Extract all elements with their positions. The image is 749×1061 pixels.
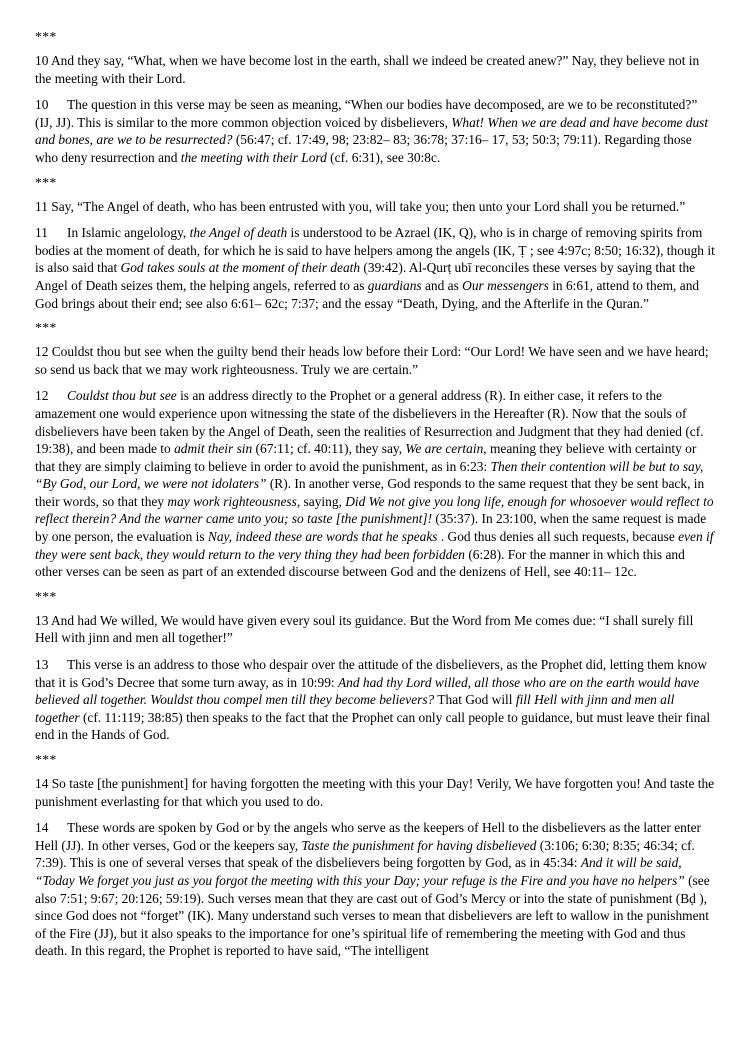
- verse-block: [35, 30, 715, 167]
- verse-block: [35, 753, 715, 960]
- verse-block: [35, 590, 715, 744]
- commentary-paragraph: [35, 387, 715, 581]
- commentary-paragraph: [35, 96, 715, 166]
- commentary-body: These words are spoken by God or by the angels who serve as the keepers of Hell to the disbelievers as the latter enter Hell (JJ). In other verses, God or the keepers say, Taste the punishment for having disbelieved (3:106; 6:30; 8:35; 46:34; cf. 7:39). This is one of several verses that speak of the disbelievers being forgotten by God, as in 45:34: And it will be said, “Today We forget you just as you forgot the meeting with this your Day; your refuge is the Fire and you have no helpers” (see also 7:51; 9:67; 20:126; 59:19). Such verses mean that they are cast out of God’s Mercy or into the state of punishment (Bḍ ), since God does not “forget” (IK). Many understand such verses to mean that disbelievers are left to wallow in the punishment of the Fire (JJ), but it also speaks to the importance for one’s spiritual life of remembering the meeting with God and thus death. In this regard, the Prophet is reported to have said, “The intelligent: [35, 820, 710, 959]
- verse-text: 12 Couldst thou but see when the guilty bend their heads low before their Lord: “Our Lord! We have seen and we have heard; so send us back that we may work righteousness. Truly we are certain.”: [35, 344, 709, 377]
- section-separator: ***: [35, 588, 57, 604]
- commentary-number: 13: [35, 657, 49, 673]
- verse-block: [35, 321, 715, 581]
- commentary-body: In Islamic angelology, the Angel of death is understood to be Azrael (IK, Q), who is in charge of removing spirits from bodies at the moment of death, for which he is said to have helpers among the angels (IK, Ṭ ; see 4:97c; 8:50; 16:32), though it is also said that God takes souls at the moment of their death (39:42). Al-Qurṭ ubī reconciles these verses by saying that the Angel of Death seizes them, the helping angels, referred to as guardians and as Our messengers in 6:61, attend to them, and God brings about their end; see also 6:61– 62c; 7:37; and the essay “Death, Dying, and the Afterlife in the Quran.”: [35, 225, 715, 311]
- page-content: [35, 30, 715, 969]
- section-separator: ***: [35, 174, 57, 190]
- verse-block: [35, 176, 715, 313]
- commentary-body: Couldst thou but see is an address directly to the Prophet or a general address (R). In either case, it refers to the amazement one would experience upon witnessing the state of the disbelievers in the Hereafter (R). Now that the souls of disbelievers have been taken by the Angel of Death, seen the realities of Resurrection and Judgment that they had denied (cf. 19:38), and been made to admit their sin (67:11; cf. 40:11), they say, We are certain, meaning they believe with certainty or that they are simply claiming to believe in order to avoid the punishment, as in 6:23: Then their contention will be but to say, “By God, our Lord, we were not idolaters” (R). In another verse, God responds to the same request that they be sent back, in their words, so that they may work righteousness, saying, Did We not give you long life, enough for whosoever would reflect to reflect therein? And the warner came unto you; so taste [the punishment]! (35:37). In 23:100, when the same request is made by one person, the evaluation is Nay, indeed these are words that he speaks . God thus denies all such requests, because even if they were sent back, they would return to the very thing they had been forbidden (6:28). For the manner in which this and other verses can be seen as part of an extended discourse between God and the denizens of Hell, see 40:11– 12c.: [35, 388, 714, 580]
- section-separator: ***: [35, 29, 57, 44]
- commentary-number: 12: [35, 388, 49, 404]
- verse-text: 11 Say, “The Angel of death, who has been entrusted with you, will take you; then unto your Lord shall you be returned.”: [35, 198, 686, 214]
- commentary-paragraph: [35, 656, 715, 744]
- section-separator: ***: [35, 320, 57, 336]
- commentary-body: This verse is an address to those who despair over the attitude of the disbelievers, as the Prophet did, letting them know that it is God’s Decree that some turn away, as in 10:99: And had thy Lord willed, all those who are on the earth would have believed all together. Wouldst thou compel men till they become believers? That God will fill Hell with jinn and men all together (cf. 11:119; 38:85) then speaks to the fact that the Prophet can only call people to guidance, but must leave their final end in the Hands of God.: [35, 657, 711, 743]
- commentary-paragraph: [35, 819, 715, 960]
- verse-text: 13 And had We willed, We would have given every soul its guidance. But the Word from Me comes due: “I shall surely fill Hell with jinn and men all together!”: [35, 612, 694, 646]
- commentary-body: The question in this verse may be seen as meaning, “When our bodies have decomposed, are we to be reconstituted?” (IJ, JJ). This is similar to the more common objection voiced by disbelievers, What! When we are dead and have become dust and bones, are we to be resurrected? (56:47; cf. 17:49, 98; 23:82– 83; 36:78; 37:16– 17, 53; 50:3; 79:11). Regarding those who deny resurrection and the meeting with their Lord (cf. 6:31), see 30:8c.: [35, 97, 709, 165]
- commentary-number: 14: [35, 820, 49, 836]
- section-separator: ***: [35, 752, 57, 767]
- commentary-number: 10: [35, 97, 49, 113]
- commentary-paragraph: [35, 224, 715, 312]
- commentary-number: 11: [35, 225, 48, 241]
- verse-text: 14 So taste [the punishment] for having forgotten the meeting with this your Day! Verily, We have forgotten you! And taste the punishment everlasting for that which you used to do.: [35, 776, 715, 809]
- verse-text: 10 And they say, “What, when we have become lost in the earth, shall we indeed be created anew?” Nay, they believe not in the meeting with their Lord.: [35, 53, 700, 86]
